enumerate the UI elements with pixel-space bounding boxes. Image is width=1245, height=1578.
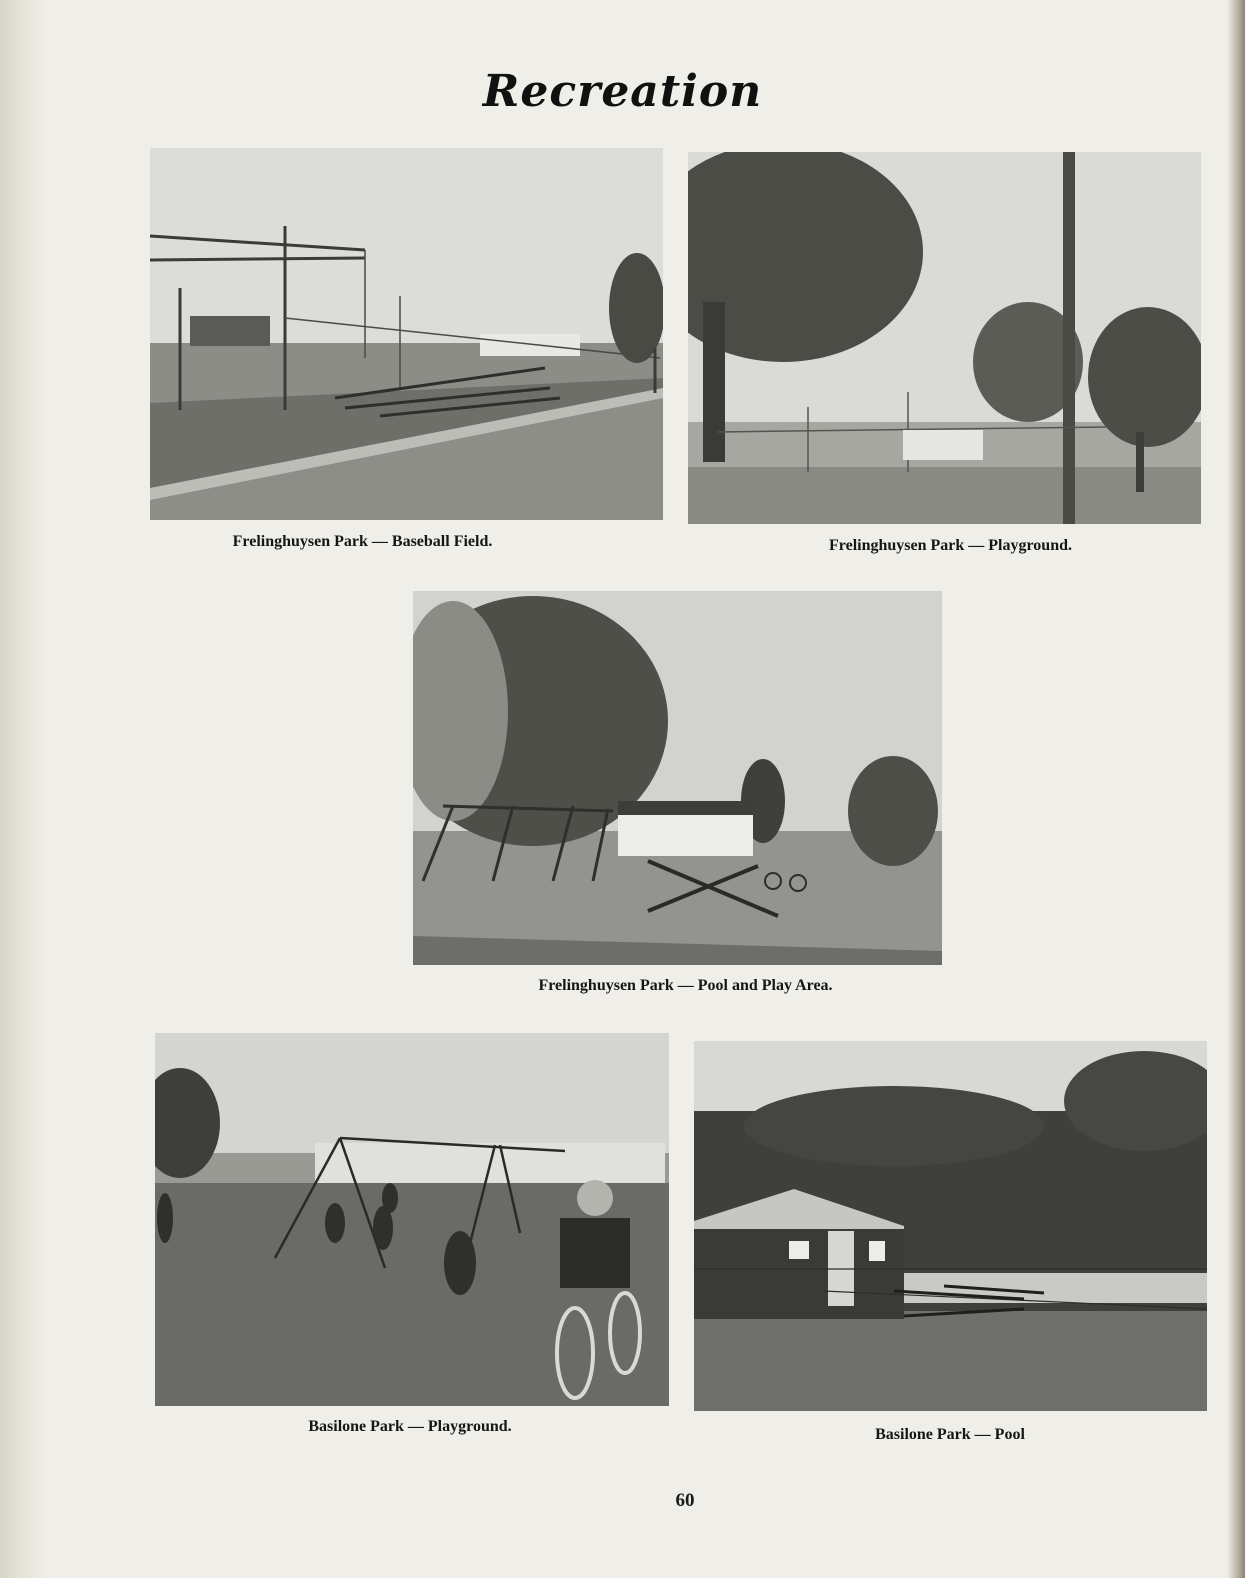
photo-pool-and-play-area bbox=[413, 591, 942, 965]
caption-pool-and-play-area: Frelinghuysen Park — Pool and Play Area. bbox=[538, 977, 833, 994]
photo-baseball-field bbox=[150, 148, 663, 520]
photo-frelinghuysen-playground bbox=[688, 152, 1201, 524]
photo-basilone-pool bbox=[694, 1041, 1207, 1411]
page-number: 60 bbox=[675, 1490, 695, 1511]
photo-basilone-playground bbox=[155, 1033, 669, 1406]
page-right-edge bbox=[1227, 0, 1245, 1578]
caption-baseball-field: Frelinghuysen Park — Baseball Field. bbox=[232, 533, 493, 550]
caption-basilone-pool: Basilone Park — Pool bbox=[875, 1426, 1025, 1443]
caption-frelinghuysen-playground: Frelinghuysen Park — Playground. bbox=[829, 537, 1072, 554]
page-binding-edge bbox=[0, 0, 48, 1578]
caption-basilone-playground: Basilone Park — Playground. bbox=[308, 1418, 512, 1435]
page-title: Recreation bbox=[482, 66, 763, 117]
